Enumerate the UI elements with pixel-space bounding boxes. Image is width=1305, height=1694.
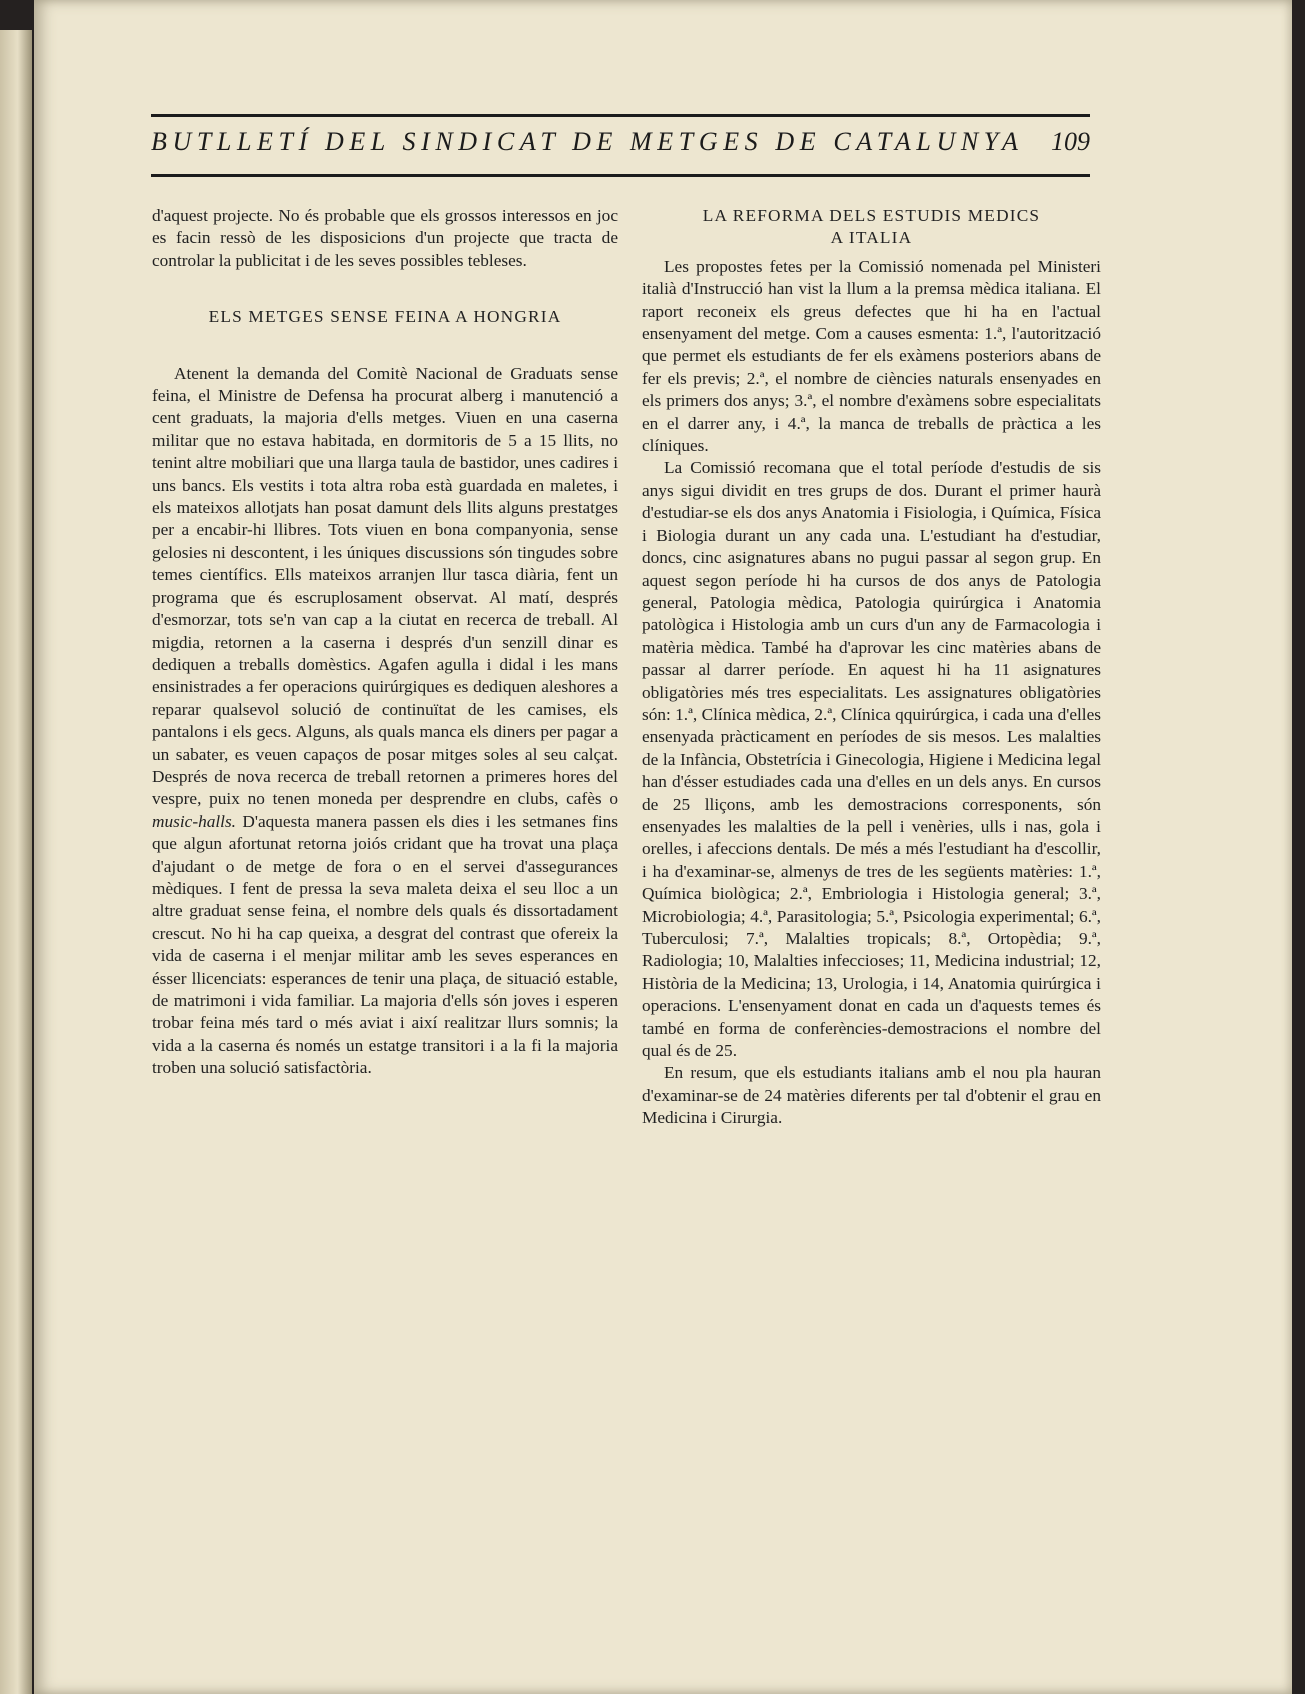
body-text-part2: D'aquesta manera passen els dies i les setmanes fins que algun afortunat retorna joiós cridant que ha trovat una plaça d'ajudant o de metge de fora o en el servei d'assegurances mèdiques. I fent de pressa la seva maleta deixa el seu lloc a un altre graduat sense feina, el nombre dels quals és dissortadament crescut. No hi ha cap queixa, a desgrat del contrast que ofereix la vida de caserna i el menjar militar amb les seves esperances en ésser llicenciats: esperances de tenir una plaça, de situació estable, de matrimoni i vida familiar. La majoria d'ells són joves i esperen trobar feina més tard o més aviat i així realitzar llurs somnis; la vida a la caserna és només un estatge transitori i a la fi la majoria troben una solució satisfactòria. bbox=[152, 811, 618, 1078]
running-header bbox=[151, 127, 1090, 163]
previous-page-edge bbox=[0, 30, 32, 1694]
heading-line-1: LA REFORMA DELS ESTUDIS MEDICS bbox=[702, 206, 1041, 225]
journal-title: BUTLLETÍ DEL SINDICAT DE METGES DE CATALUNYA bbox=[151, 127, 1024, 156]
left-column bbox=[152, 205, 618, 1080]
article-heading-italia bbox=[642, 205, 1101, 250]
article-body-hongria bbox=[152, 363, 618, 1080]
emphasis-music-halls: music-halls. bbox=[152, 811, 237, 831]
paragraph-2: La Comissió recomana que el total període d'estudis de sis anys sigui dividit en tres grups de dos. Durant el primer haurà d'estudiar-se els dos anys Anatomia i Fisiologia, i Química, Física i Biologia durant un any cada una. L'estudiant ha d'estudiar, doncs, cinc asignatures abans no pugui passar al segon grup. En aquest segon període hi ha cursos de dos anys de Patologia general, Patologia mèdica, Patologia quirúrgica i Anatomia patològica i Histologia amb un curs d'un any de Farmacologia i matèria mèdica. També ha d'aprovar les cinc matèries abans de passar al darrer període. En aquest hi ha 11 asignatures obligatòries més tres especialitats. Les assignatures obligatòries són: 1.ª, Clínica mèdica, 2.ª, Clínica qquirúrgica, i cada una d'elles ensenyada pràcticament en períodes de sis mesos. Les malalties de la Infància, Obstetrícia i Ginecologia, Higiene i Medicina legal han d'ésser estudiades cada una d'elles en un dels anys. En cursos de 25 lliçons, amb les demostracions corresponents, són ensenyades les malalties de la pell i venèries, ulls i nas, gola i orelles, i afeccions dentals. De més a més l'estudiant ha d'escollir, i ha d'examinar-se, almenys de tres de les següents matèries: 1.ª, Química biològica; 2.ª, Embriologia i Histologia general; 3.ª, Microbiologia; 4.ª, Parasitologia; 5.ª, Psicologia experimental; 6.ª, Tuberculosi; 7.ª, Malalties tropicals; 8.ª, Ortopèdia; 9.ª, Radiologia; 10, Malalties infeccioses; 11, Medicina industrial; 12, Història de la Medicina; 13, Urologia, i 14, Anatomia quirúrgica i operacions. L'ensenyament donat en cada un d'aquests temes és també en forma de conferències-demostracions el nombre del qual és de 25. bbox=[642, 458, 1101, 1061]
header-rule-top bbox=[151, 114, 1090, 117]
paragraph-1: Les propostes fetes per la Comissió nomenada pel Ministeri italià d'Instrucció han vist la llum a la premsa mèdica italiana. El raport reconeix els greus defectes que hi ha en l'actual ensenyament del metge. Com a causes esmenta: 1.ª, l'autorització que permet els estudiants de fer els exàmens posteriors abans de fer els previs; 2.ª, el nombre de ciències naturals ensenyades en els primers dos anys; 3.ª, el nombre d'exàmens sobre especialitats en el darrer any, i 4.ª, la manca de treballs de pràctica a les clíniques. bbox=[642, 256, 1101, 456]
heading-line-2: A ITALIA bbox=[830, 228, 913, 248]
continued-paragraph: d'aquest projecte. No és probable que els grossos interessos en joc es facin ressò de les disposicions d'un projecte que tracta de controlar la publicitat i de les seves possibles tebleses. bbox=[152, 206, 618, 270]
paragraph-3: En resum, que els estudiants italians amb el nou pla hauran d'examinar-se de 24 matèries diferents per tal d'obtenir el grau en Medicina i Cirurgia. bbox=[642, 1063, 1101, 1128]
right-column bbox=[642, 205, 1101, 1130]
header-rule-bottom bbox=[151, 174, 1090, 177]
article-heading-hongria: ELS METGES SENSE FEINA A HONGRIA bbox=[208, 307, 562, 327]
page-number: 109 bbox=[1051, 127, 1090, 156]
body-text-part1: Atenent la demanda del Comitè Nacional de Graduats sense feina, el Ministre de Defensa ha procurat alberg i manutenció a cent graduats, la majoria d'ells metges. Viuen en una caserna militar que no estava habitada, en dormitoris de 5 a 15 llits, no tenint altre mobiliari que una llarga taula de bastidor, unes cadires i uns bancs. Els vestits i tota altra roba està guardada en maletes, i els mateixos allotjats han posat damunt dels llits alguns prestatges per a encabir-hi llibres. Tots viuen en bona companyonia, sense gelosies ni descontent, i les úniques discussions són tingudes sobre temes científics. Ells mateixos arranjen llur tasca diària, fent un programa que és escruplosament observat. Al matí, després d'esmorzar, tots se'n van cap a la ciutat en recerca de treball. Al migdia, retornen a la caserna i després d'un senzill dinar es dediquen a treballs domèstics. Agafen agulla i didal i les mans ensinistrades a fer operacions quirúrgiques es dediquen aleshores a reparar qualsevol solució de continuïtat de les camises, els pantalons i els gecs. Alguns, als quals manca els diners per pagar a un sabater, es veuen capaços de posar mitges soles al seu calçat. Després de nova recerca de treball retornen a primeres hores del vespre, puix no tenen moneda per desprendre en clubs, cafès o bbox=[152, 363, 618, 809]
